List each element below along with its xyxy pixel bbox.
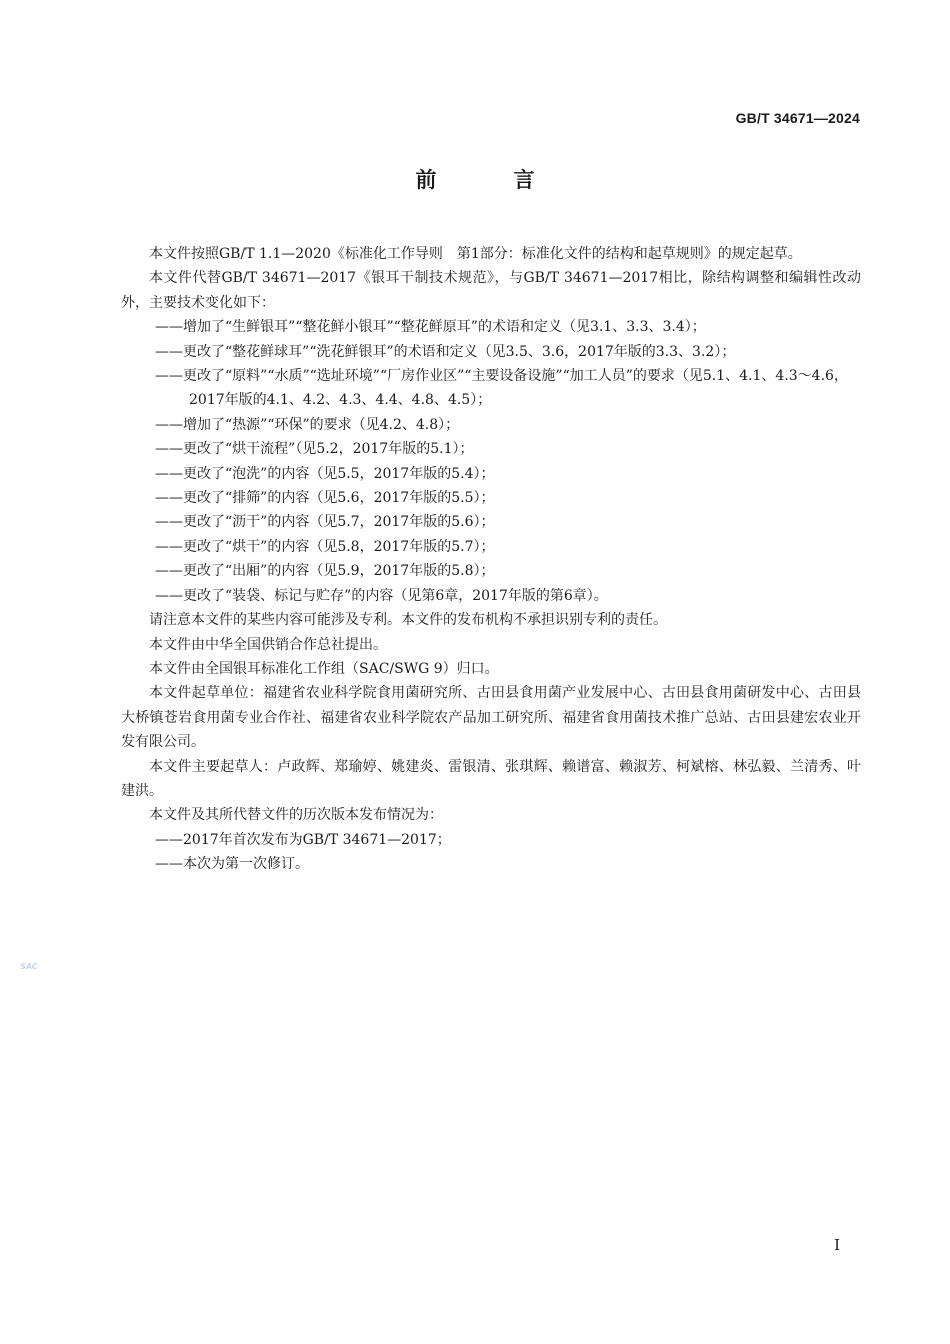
standard-code: GB/T 34671—2024	[735, 110, 860, 126]
sac-logo-icon: SAC	[20, 961, 38, 971]
list-item: ——本次为第一次修订。	[155, 856, 309, 873]
paragraph-drafting-rules: 本文件按照GB/T 1.1—2020《标准化工作导则 第1部分：标准化文件的结构和起草规则》的规定起草。	[149, 246, 802, 262]
paragraph-technical-committee: 本文件由全国银耳标准化工作组（SAC/SWG 9）归口。	[149, 660, 499, 677]
list-item: ——更改了“泡洗”的内容（见5.5，2017年版的5.4）；	[155, 465, 495, 482]
foreword-body	[121, 242, 861, 877]
list-item: ——增加了“热源”“环保”的要求（见4.2、4.8）；	[155, 416, 460, 433]
list-item: ——更改了“出厢”的内容（见5.9，2017年版的5.8）；	[155, 563, 495, 580]
paragraph-patent-notice: 请注意本文件的某些内容可能涉及专利。本文件的发布机构不承担识别专利的责任。	[149, 612, 667, 629]
list-item: ——更改了“原料”“水质”“选址环境”“厂房作业区”“主要设备设施”“加工人员”的要求（见5.1、4.1、4.3～4.6，2017年版的4.1、4.2、4.3、4.4、4.8、4.5）；	[155, 368, 848, 409]
history-list	[121, 828, 861, 877]
list-item: ——更改了“烘干流程”（见5.2，2017年版的5.1）；	[155, 441, 474, 458]
list-item: ——更改了“烘干”的内容（见5.8，2017年版的5.7）；	[155, 538, 495, 555]
list-item: ——更改了“排筛”的内容（见5.6，2017年版的5.5）；	[155, 490, 495, 507]
paragraph-drafting-units: 本文件起草单位：福建省农业科学院食用菌研究所、古田县食用菌产业发展中心、古田县食用菌研发中心、古田县大桥镇苍岩食用菌专业合作社、福建省农业科学院农产品加工研究所、福建省食用菌技术推广总站、古田县建宏农业开发有限公司。	[121, 685, 861, 751]
page-title: 前 言	[415, 168, 563, 192]
list-item: ——更改了“沥干”的内容（见5.7，2017年版的5.6）；	[155, 514, 495, 531]
list-item: ——更改了“整花鲜球耳”“洗花鲜银耳”的术语和定义（见3.5、3.6，2017年版的3.3、3.2）；	[155, 343, 736, 360]
paragraph-version-history: 本文件及其所代替文件的历次版本发布情况为：	[149, 807, 443, 824]
paragraph-replacement: 本文件代替GB/T 34671—2017《银耳干制技术规范》，与GB/T 34671—2017相比，除结构调整和编辑性改动外，主要技术变化如下：	[121, 270, 861, 311]
list-item: ——更改了“装袋、标记与贮存”的内容（见第6章，2017年版的第6章）。	[155, 587, 608, 604]
changes-list	[121, 315, 861, 608]
list-item: ——增加了“生鲜银耳”“整花鲜小银耳”“整花鲜原耳”的术语和定义（见3.1、3.3、3.4）；	[155, 319, 706, 336]
paragraph-drafters: 本文件主要起草人：卢政辉、郑瑜婷、姚建炎、雷银清、张琪辉、赖谱富、赖淑芳、柯斌榕、林弘毅、兰清秀、叶建洪。	[121, 758, 861, 799]
paragraph-proposer: 本文件由中华全国供销合作总社提出。	[149, 636, 387, 653]
list-item: ——2017年首次发布为GB/T 34671—2017；	[155, 831, 451, 848]
page-number: I	[834, 1236, 840, 1254]
